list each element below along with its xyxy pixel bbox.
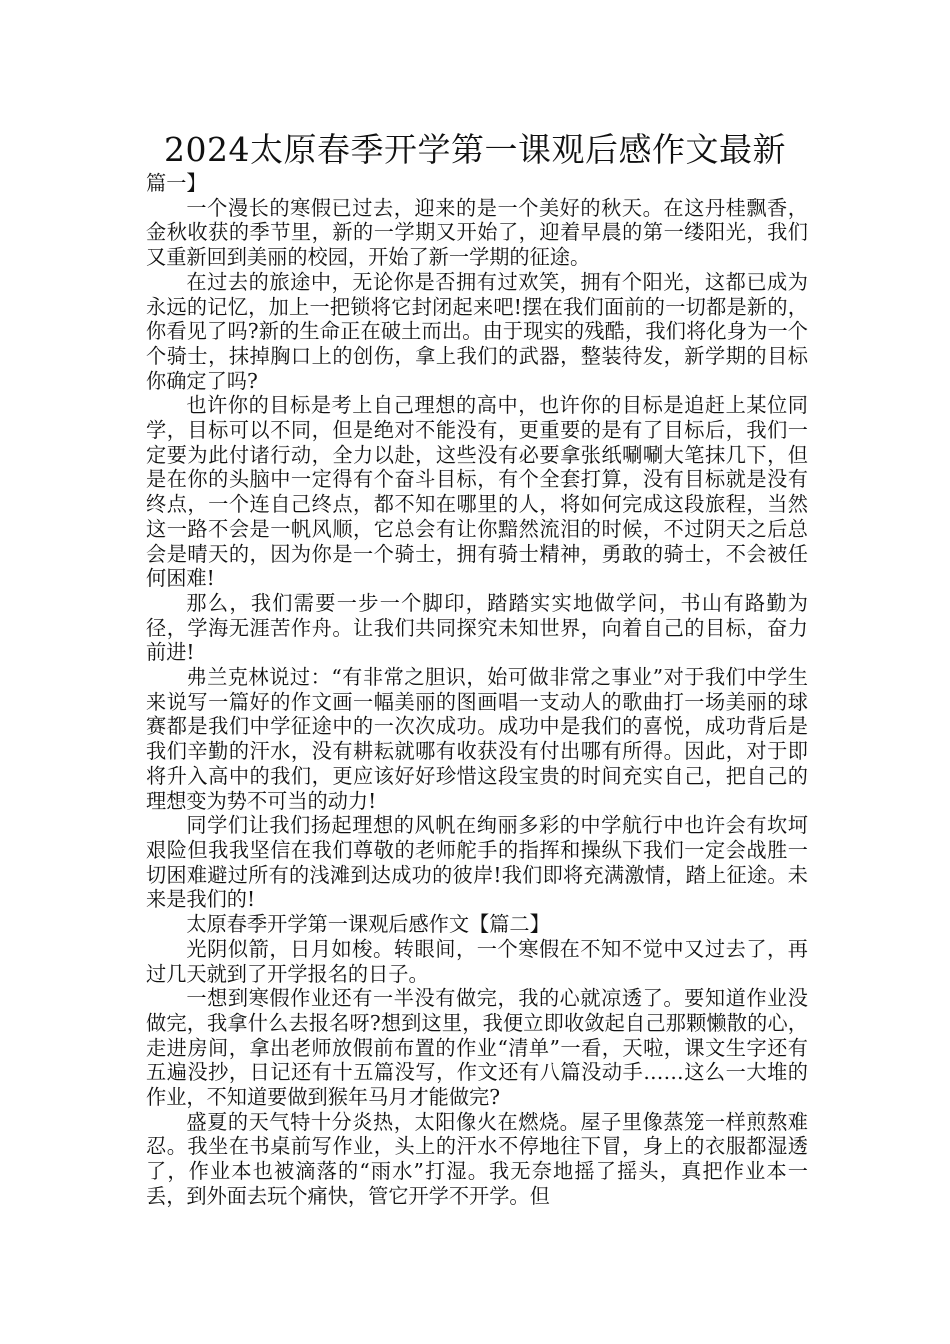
body-paragraph: 一个漫长的寒假已过去，迎来的是一个美好的秋天。在这丹桂飘香，金秋收获的季节里，新的一学期又开始了，迎着早晨的第一缕阳光，我们又重新回到美丽的校园，开始了新一学期的征途。: [146, 195, 808, 270]
document-body: [146, 171, 808, 1209]
body-paragraph: 太原春季开学第一课观后感作文【篇二】: [186, 912, 550, 937]
body-paragraph: 也许你的目标是考上自己理想的高中，也许你的目标是追赶上某位同学，目标可以不同，但是绝对不能没有，更重要的是有了目标后，我们一定要为此付诸行动，全力以赴，这些没有必要拿张纸唰唰大笔抹几下，但是在你的头脑中一定得有个奋斗目标，有个全套打算，没有目标就是没有终点，一个连自己终点，都不知在哪里的人，将如何完成这段旅程，当然这一路不会是一帆风顺，它总会有让你黯然流泪的时候，不过阴天之后总会是晴天的，因为你是一个骑士，拥有骑士精神，勇敢的骑士，不会被任何困难!: [146, 393, 808, 591]
document-title: 2024太原春季开学第一课观后感作文最新: [164, 130, 786, 169]
body-paragraph: 光阴似箭，日月如梭。转眼间，一个寒假在不知不觉中又过去了，再过几天就到了开学报名的日子。: [146, 936, 808, 986]
body-paragraph: 盛夏的天气特十分炎热，太阳像火在燃烧。屋子里像蒸笼一样煎熬难忍。我坐在书桌前写作业，头上的汗水不停地往下冒，身上的衣服都湿透了，作业本也被滴落的“雨水”打湿。我无奈地摇了摇头，真把作业本一丢，到外面去玩个痛快，管它开学不开学。但: [146, 1109, 808, 1208]
body-paragraph: 那么，我们需要一步一个脚印，踏踏实实地做学问，书山有路勤为径，学海无涯苦作舟。让我们共同探究未知世界，向着自己的目标，奋力前进!: [146, 590, 808, 665]
body-paragraph: 在过去的旅途中，无论你是否拥有过欢笑，拥有个阳光，这都已成为永远的记忆，加上一把锁将它封闭起来吧!摆在我们面前的一切都是新的，你看见了吗?新的生命正在破土而出。由于现实的残酷，我们将化身为一个个骑士，抹掉胸口上的创伤，拿上我们的武器，整装待发，新学期的目标你确定了吗?: [146, 269, 808, 393]
body-paragraph: 同学们让我们扬起理想的风帆在绚丽多彩的中学航行中也许会有坎坷艰险但我我坚信在我们尊敬的老师舵手的指挥和操纵下我们一定会战胜一切困难避过所有的浅滩到达成功的彼岸!我们即将充满激情，踏上征途。未来是我们的!: [146, 813, 808, 912]
section-heading: 篇一】: [146, 171, 207, 195]
body-paragraph: 一想到寒假作业还有一半没有做完，我的心就凉透了。要知道作业没做完，我拿什么去报名呀?想到这里，我便立即收敛起自己那颗懒散的心，走进房间，拿出老师放假前布置的作业“清单”一看，天啦，课文生字还有五遍没抄，日记还有十五篇没写，作文还有八篇没动手……这么一大堆的作业，不知道要做到猴年马月才能做完?: [146, 986, 808, 1110]
body-paragraph: 弗兰克林说过：“有非常之胆识，始可做非常之事业”对于我们中学生来说写一篇好的作文画一幅美丽的图画唱一支动人的歌曲打一场美丽的球赛都是我们中学征途中的一次次成功。成功中是我们的喜悦，成功背后是我们辛勤的汗水，没有耕耘就哪有收获没有付出哪有所得。因此，对于即将升入高中的我们，更应该好好珍惜这段宝贵的时间充实自己，把自己的理想变为势不可当的动力!: [146, 665, 808, 813]
